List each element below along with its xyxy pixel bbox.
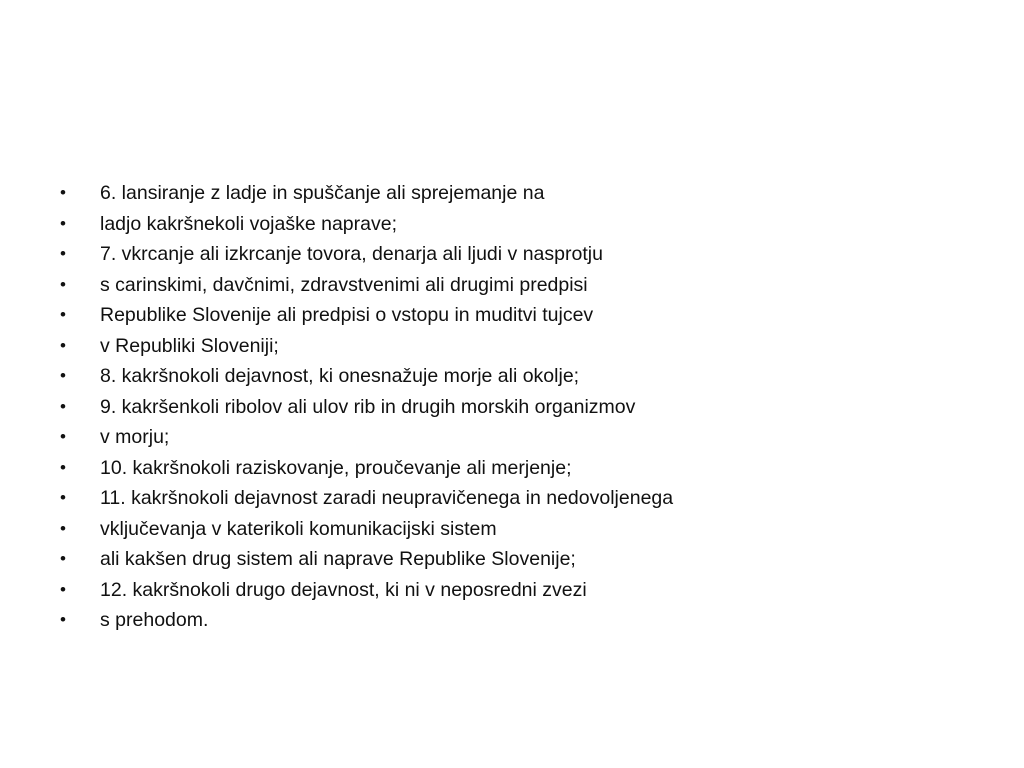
bullet-icon: •	[60, 488, 66, 507]
bullet-icon: •	[60, 518, 66, 538]
bullet-item	[60, 331, 980, 362]
bullet-icon: •	[60, 213, 66, 233]
bullet-icon: •	[60, 610, 66, 629]
bullet-icon: •	[60, 183, 66, 202]
bullet-text: 8. kakršnokoli dejavnost, ki onesnažuje morje ali okolje;	[100, 365, 580, 387]
bullet-text: s prehodom.	[100, 609, 209, 631]
bullet-text: ladjo kakršnekoli vojaške naprave;	[100, 212, 397, 235]
bullet-item	[60, 300, 980, 331]
bullet-icon: •	[60, 427, 66, 446]
bullet-icon: •	[60, 396, 66, 416]
bullet-icon: •	[60, 457, 66, 477]
bullet-item	[60, 270, 980, 301]
bullet-icon: •	[60, 335, 66, 355]
bullet-icon: •	[60, 305, 66, 324]
bullet-item	[60, 392, 980, 423]
bullet-text: v Republiki Sloveniji;	[100, 334, 279, 357]
bullet-item	[60, 422, 980, 453]
bullet-item	[60, 605, 980, 636]
bullet-item	[60, 483, 980, 514]
bullet-icon: •	[60, 579, 66, 599]
bullet-item	[60, 239, 980, 270]
bullet-text: 9. kakršenkoli ribolov ali ulov rib in drugih morskih organizmov	[100, 395, 636, 418]
bullet-text: vključevanja v katerikoli komunikacijski sistem	[100, 517, 497, 540]
bullet-text: Republike Slovenije ali predpisi o vstopu in muditvi tujcev	[100, 304, 594, 326]
bullet-text: 10. kakršnokoli raziskovanje, proučevanje ali merjenje;	[100, 456, 572, 479]
bullet-icon: •	[60, 274, 66, 294]
bullet-item	[60, 453, 980, 484]
bullet-text: 6. lansiranje z ladje in spuščanje ali sprejemanje na	[100, 182, 545, 204]
bullet-item	[60, 361, 980, 392]
bullet-icon: •	[60, 244, 66, 263]
bullet-text: ali kakšen drug sistem ali naprave Republike Slovenije;	[100, 548, 576, 570]
bullet-text: v morju;	[100, 426, 170, 448]
bullet-text: s carinskimi, davčnimi, zdravstvenimi ali drugimi predpisi	[100, 273, 588, 296]
bullet-text: 7. vkrcanje ali izkrcanje tovora, denarja ali ljudi v nasprotju	[100, 243, 603, 265]
bullet-item	[60, 178, 980, 209]
bullet-item	[60, 209, 980, 240]
bullet-item	[60, 544, 980, 575]
bullet-item	[60, 514, 980, 545]
bullet-item	[60, 575, 980, 606]
bullet-text: 11. kakršnokoli dejavnost zaradi neupravičenega in nedovoljenega	[100, 487, 674, 509]
bullet-text: 12. kakršnokoli drugo dejavnost, ki ni v neposredni zvezi	[100, 578, 587, 601]
bullet-icon: •	[60, 366, 66, 385]
bullet-icon: •	[60, 549, 66, 568]
bullet-list	[60, 178, 980, 636]
